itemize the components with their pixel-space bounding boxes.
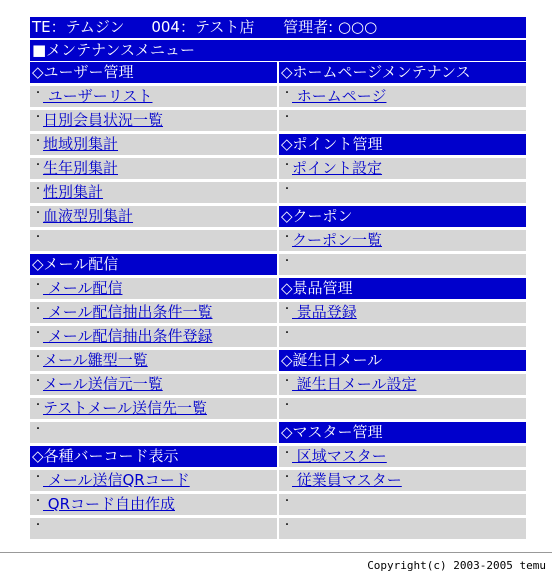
menu-item: [30, 182, 277, 203]
section-header: ◇誕生日メール: [279, 350, 526, 371]
bullet-icon: ・: [33, 424, 43, 435]
bullet-icon: ・: [33, 208, 43, 219]
menu-link[interactable]: ユーザーリスト: [43, 87, 153, 105]
bullet-icon: ・: [282, 304, 292, 315]
bullet-icon: ・: [33, 352, 43, 363]
menu-item-empty: [30, 230, 277, 251]
left-column: [30, 62, 277, 542]
bullet-icon: ・: [33, 472, 43, 483]
menu-item: [30, 158, 277, 179]
bullet-icon: ・: [33, 88, 43, 99]
section-header: ◇ホームページメンテナンス: [279, 62, 526, 83]
bullet-icon: ・: [33, 136, 43, 147]
bullet-icon: ・: [282, 112, 292, 123]
menu-item: [30, 278, 277, 299]
menu-item: [279, 230, 526, 251]
bullet-icon: ・: [282, 328, 292, 339]
menu-link[interactable]: 従業員マスター: [292, 471, 402, 489]
menu-link[interactable]: テストメール送信先一覧: [43, 399, 207, 417]
menu-link[interactable]: クーポン一覧: [292, 231, 383, 249]
menu-item: [30, 326, 277, 347]
menu-link[interactable]: 景品登録: [292, 303, 357, 321]
section-header: ◇景品管理: [279, 278, 526, 299]
menu-link[interactable]: 生年別集計: [43, 159, 119, 177]
menu-link[interactable]: メール配信: [43, 279, 123, 297]
menu-link[interactable]: 区域マスター: [292, 447, 387, 465]
menu-item-empty: [279, 494, 526, 515]
menu-item: [279, 302, 526, 323]
menu-item: [30, 134, 277, 155]
store-name: 004：テスト店: [151, 18, 255, 36]
menu-item: [279, 470, 526, 491]
bullet-icon: ・: [33, 160, 43, 171]
bullet-icon: ・: [282, 496, 292, 507]
section-header: ◇メール配信: [30, 254, 277, 275]
section-header: ◇マスター管理: [279, 422, 526, 443]
menu-item: [30, 470, 277, 491]
bullet-icon: ・: [282, 160, 292, 171]
menu-item: [30, 110, 277, 131]
menu-item-empty: [279, 110, 526, 131]
menu-item-empty: [279, 326, 526, 347]
menu-link[interactable]: メール雛型一覧: [43, 351, 148, 369]
menu-item: [279, 374, 526, 395]
bullet-icon: ・: [282, 448, 292, 459]
menu-item: [30, 206, 277, 227]
menu-link[interactable]: メール配信抽出条件登録: [43, 327, 213, 345]
copyright: Copyright(c) 2003-2005 temu: [367, 559, 546, 572]
menu-item: [279, 86, 526, 107]
section-header: ◇ユーザー管理: [30, 62, 277, 83]
bullet-icon: ・: [33, 232, 43, 243]
menu-item-empty: [279, 518, 526, 539]
menu-item-empty: [30, 518, 277, 539]
right-column: [279, 62, 526, 542]
menu-link[interactable]: ポイント設定: [292, 159, 383, 177]
menu-link[interactable]: ホームページ: [292, 87, 387, 105]
bullet-icon: ・: [282, 232, 292, 243]
bullet-icon: ・: [33, 328, 43, 339]
bullet-icon: ・: [33, 280, 43, 291]
header-bar: [30, 17, 526, 38]
bullet-icon: ・: [33, 184, 43, 195]
admin-name: 管理者: ○○○: [283, 18, 378, 36]
bullet-icon: ・: [282, 184, 292, 195]
section-header: ◇各種バーコード表示: [30, 446, 277, 467]
menu-item-empty: [279, 254, 526, 275]
menu-item-empty: [279, 182, 526, 203]
section-header: ◇ポイント管理: [279, 134, 526, 155]
bullet-icon: ・: [282, 256, 292, 267]
site-code: TE：テムジン: [32, 18, 125, 36]
menu-link[interactable]: 地域別集計: [43, 135, 119, 153]
menu-link[interactable]: メール送信QRコード: [43, 471, 190, 489]
menu-link[interactable]: QRコード自由作成: [43, 495, 175, 513]
menu-item: [279, 158, 526, 179]
menu-item: [30, 302, 277, 323]
menu-item: [279, 446, 526, 467]
menu-link[interactable]: 日別会員状況一覧: [43, 111, 164, 129]
bullet-icon: ・: [33, 520, 43, 531]
menu-item-empty: [279, 398, 526, 419]
menu-link[interactable]: 性別集計: [43, 183, 104, 201]
footer-divider: [0, 552, 552, 553]
menu-link[interactable]: 血液型別集計: [43, 207, 134, 225]
menu-item: [30, 350, 277, 371]
bullet-icon: ・: [282, 376, 292, 387]
menu-title: ■メンテナンスメニュー: [30, 40, 526, 61]
section-header: ◇クーポン: [279, 206, 526, 227]
bullet-icon: ・: [282, 472, 292, 483]
menu-link[interactable]: 誕生日メール設定: [292, 375, 417, 393]
menu-item: [30, 374, 277, 395]
bullet-icon: ・: [282, 520, 292, 531]
menu-item: [30, 86, 277, 107]
menu-item: [30, 398, 277, 419]
bullet-icon: ・: [33, 304, 43, 315]
bullet-icon: ・: [33, 496, 43, 507]
bullet-icon: ・: [282, 88, 292, 99]
bullet-icon: ・: [33, 400, 43, 411]
bullet-icon: ・: [33, 112, 43, 123]
bullet-icon: ・: [282, 400, 292, 411]
menu-item-empty: [30, 422, 277, 443]
bullet-icon: ・: [33, 376, 43, 387]
menu-item: [30, 494, 277, 515]
menu-link[interactable]: メール配信抽出条件一覧: [43, 303, 213, 321]
menu-link[interactable]: メール送信元一覧: [43, 375, 163, 393]
